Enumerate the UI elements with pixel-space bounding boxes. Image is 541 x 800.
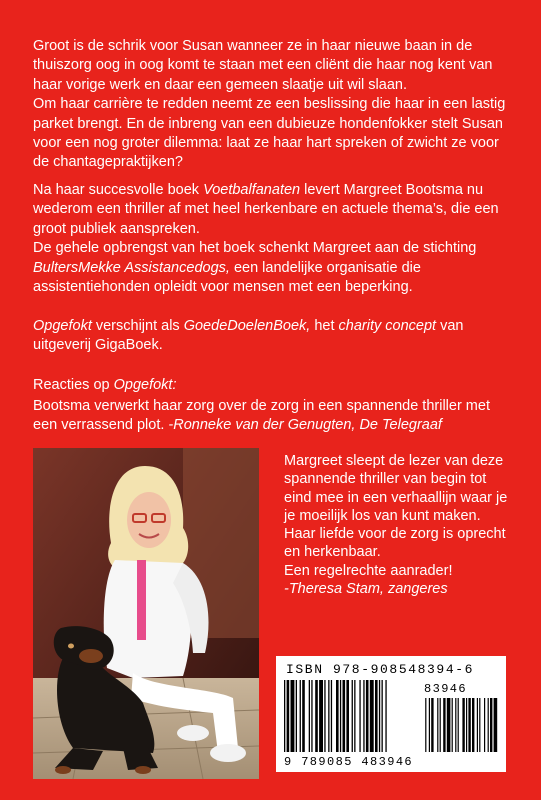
review-quote-1-text: Bootsma verwerkt haar zorg over de zorg in een spannende thriller met een verrassend plot. <box>33 398 490 434</box>
barcode-bar <box>300 680 301 752</box>
review-quote-2 <box>284 452 508 598</box>
reactions-heading-text: Reacties op <box>33 377 114 393</box>
barcode-bar <box>359 680 360 752</box>
barcode-bar <box>309 680 310 752</box>
barcode-addon-bar <box>472 698 474 752</box>
synopsis-paragraph-1: Groot is de schrik voor Susan wanneer ze in haar nieuwe baan in de thuiszorg oog in oog komt te staan met een cliënt die haar nog kent van haar vorige werk en daar een gemeen slaatje uit wil slaan. <box>33 38 493 93</box>
charity-text-3: van uitgeverij GigaBoek. <box>33 318 464 354</box>
book-title: Opgefokt <box>33 318 92 334</box>
donation-text: De gehele opbrengst van het boek schenkt Margreet aan de stichting <box>33 240 477 257</box>
barcode-bar <box>331 680 332 752</box>
barcode-addon-bar <box>462 698 464 752</box>
barcode-addon-bar <box>443 698 445 752</box>
ean-number: 9 789085 483946 <box>284 755 414 769</box>
review-quote-2-recommendation: Een regelrechte aanrader! <box>284 562 453 579</box>
barcode-bar <box>284 680 285 752</box>
synopsis <box>33 37 513 173</box>
barcode-bar <box>340 680 341 752</box>
barcode-bar <box>379 680 380 752</box>
synopsis-paragraph-2: Om haar carrière te redden neemt ze een beslissing die haar in een lastig parket brengt. En de inbreng van een dubieuze hondenfokker stelt Susan voor een nog groter dilemma: laat ze haar hart spreken of zwicht ze voor de chantagepraktijken? <box>33 96 506 171</box>
charity-label: GoedeDoelenBoek, <box>183 318 311 334</box>
barcode-addon-bar <box>452 698 453 752</box>
barcode-addon-bar <box>425 698 426 752</box>
charity-note <box>33 317 513 356</box>
barcode-bar <box>354 680 355 752</box>
barcode-bar <box>385 680 386 752</box>
barcode-addon-bar <box>440 698 441 752</box>
reactions-heading-title: Opgefokt: <box>113 377 177 393</box>
author-text-cont: levert Margreet Bootsma nu wederom een thriller af met heel herkenbare en actuele thema’s, die een groot publiek aanspreken. <box>33 182 499 237</box>
barcode-bar <box>315 680 318 752</box>
barcode-bar <box>375 680 378 752</box>
barcode-bar <box>328 680 329 752</box>
barcode-bar <box>366 680 369 752</box>
author-info <box>33 181 513 297</box>
charity-text-2: het <box>310 318 339 334</box>
charity-concept: charity concept <box>338 318 437 334</box>
barcode-bar <box>319 680 323 752</box>
barcode-addon-bar <box>447 698 451 752</box>
review-quote-1 <box>33 397 513 436</box>
barcode-bar <box>346 680 349 752</box>
barcode-bar <box>311 680 312 752</box>
author-with-dog-photo <box>33 448 259 779</box>
review-quote-2-source: -Theresa Stam, zangeres <box>284 581 448 598</box>
barcode-bar <box>343 680 346 752</box>
previous-book-title: Voetbalfanaten <box>203 182 301 198</box>
barcode-bar <box>287 680 290 752</box>
barcode-bar <box>363 680 364 752</box>
photo-illustration <box>33 448 259 779</box>
barcode-bar <box>336 680 339 752</box>
barcode-bar <box>370 680 374 752</box>
barcode-addon-bar <box>466 698 467 752</box>
donation-text-cont: een landelijke organisatie die assistentiehonden opleidt voor mensen met een beperking. <box>33 259 421 296</box>
barcode-bar <box>291 680 295 752</box>
barcode-addon-bar <box>468 698 470 752</box>
isbn-barcode <box>276 656 506 772</box>
barcode-addon-bar <box>484 698 485 752</box>
barcode-addon-bar <box>494 698 498 752</box>
barcode-addon-bar <box>437 698 438 752</box>
barcode-addon-bar <box>490 698 492 752</box>
barcode-bar <box>302 680 305 752</box>
review-quote-2-text: Margreet sleept de lezer van deze spannende thriller van begin tot eind mee in een verhaallijn waar je je moeilijk los van kunt maken. Haar liefde voor de zorg is oprecht en herkenbaar. <box>284 453 508 561</box>
barcode-addon-number: 83946 <box>424 682 468 696</box>
barcode-bar <box>324 680 325 752</box>
review-quote-1-source: -Ronneke van der Genugten, De Telegraaf <box>168 417 442 434</box>
author-text: Na haar succesvolle boek <box>33 182 204 198</box>
isbn-number: ISBN 978-908548394-6 <box>286 662 475 677</box>
barcode-bar <box>382 680 383 752</box>
charity-text: verschijnt als <box>91 318 184 334</box>
barcode-addon-bar <box>488 698 489 752</box>
foundation-name: BultersMekke Assistancedogs, <box>33 259 230 276</box>
barcode-bar <box>296 680 297 752</box>
barcode-bar <box>352 680 353 752</box>
barcode-addon-bar <box>458 698 459 752</box>
reactions-heading <box>33 376 513 395</box>
barcode-addon-bar <box>479 698 480 752</box>
barcode-addon-bar <box>477 698 478 752</box>
barcode-addon-bar <box>455 698 456 752</box>
barcode-addon-bar <box>431 698 433 752</box>
barcode-addon-bar <box>429 698 430 752</box>
